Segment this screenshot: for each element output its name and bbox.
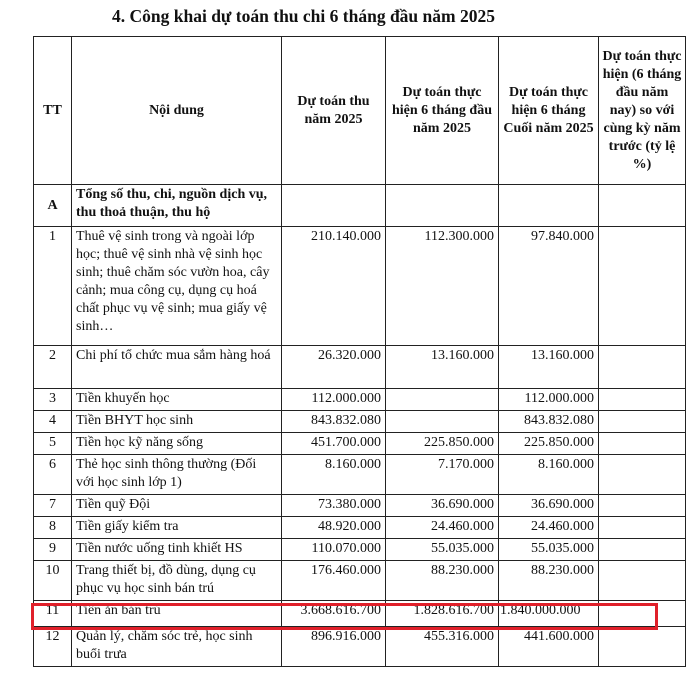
row-annual: 112.000.000 [282,389,386,411]
row-year-end: 843.832.080 [499,411,599,433]
row-first-half: 7.170.000 [386,455,499,495]
row-first-half: 55.035.000 [386,539,499,561]
row-year-end: 88.230.000 [499,561,599,601]
row-annual: 26.320.000 [282,346,386,389]
row-tt: 7 [34,495,72,517]
row-percent [599,601,686,627]
row-year-end: 24.460.000 [499,517,599,539]
table-row [34,411,686,433]
row-content: Quản lý, chăm sóc trẻ, học sinh buổi trưa [72,627,282,667]
row-tt: 2 [34,346,72,389]
page-title: 4. Công khai dự toán thu chi 6 tháng đầu năm 2025 [112,6,495,26]
row-tt: 5 [34,433,72,455]
row-tt: 12 [34,627,72,667]
row-percent [599,433,686,455]
section-row [34,185,686,227]
table-row [34,227,686,346]
row-percent [599,561,686,601]
row-year-end: 225.850.000 [499,433,599,455]
row-year-end: 36.690.000 [499,495,599,517]
row-percent [599,627,686,667]
row-first-half [386,389,499,411]
table-row [34,433,686,455]
row-percent [599,389,686,411]
row-annual: 210.140.000 [282,227,386,346]
row-content: Trang thiết bị, đồ dùng, dụng cụ phục vụ học sinh bán trú [72,561,282,601]
row-first-half [386,411,499,433]
table-header-row [34,37,686,185]
row-year-end: 8.160.000 [499,455,599,495]
row-tt: 1 [34,227,72,346]
row-first-half: 1.828.616.700 [386,601,499,627]
row-tt: 6 [34,455,72,495]
row-year-end: 1.840.000.000 [499,601,599,627]
row-tt: 8 [34,517,72,539]
row-first-half: 13.160.000 [386,346,499,389]
row-content: Thẻ học sinh thông thường (Đối với học sinh lớp 1) [72,455,282,495]
row-annual: 8.160.000 [282,455,386,495]
row-content: Tiền học kỹ năng sống [72,433,282,455]
row-percent [599,411,686,433]
row-content: Chi phí tổ chức mua sắm hàng hoá [72,346,282,389]
row-first-half: 112.300.000 [386,227,499,346]
header-first-half: Dự toán thực hiện 6 tháng đầu năm 2025 [386,37,499,185]
budget-table [33,36,686,667]
row-percent [599,539,686,561]
table-row [34,627,686,667]
row-tt: 3 [34,389,72,411]
row-content: Tiền ăn bán trú [72,601,282,627]
header-tt: TT [34,37,72,185]
table-row [34,495,686,517]
row-percent [599,455,686,495]
section-content: Tổng số thu, chi, nguồn dịch vụ, thu thoả thuận, thu hộ [72,185,282,227]
row-annual: 451.700.000 [282,433,386,455]
row-percent [599,346,686,389]
table-row [34,517,686,539]
section-tt: A [34,185,72,227]
row-content: Tiền khuyến học [72,389,282,411]
row-first-half: 24.460.000 [386,517,499,539]
row-tt: 11 [34,601,72,627]
row-year-end: 97.840.000 [499,227,599,346]
table-row [34,561,686,601]
header-annual-estimate: Dự toán thu năm 2025 [282,37,386,185]
row-annual: 73.380.000 [282,495,386,517]
row-annual: 3.668.616.700 [282,601,386,627]
table-row [34,346,686,389]
row-tt: 4 [34,411,72,433]
row-tt: 10 [34,561,72,601]
table-row-highlighted [34,601,686,627]
row-year-end: 441.600.000 [499,627,599,667]
row-first-half: 225.850.000 [386,433,499,455]
header-content: Nội dung [72,37,282,185]
row-content: Tiền quỹ Đội [72,495,282,517]
row-percent [599,227,686,346]
row-tt: 9 [34,539,72,561]
row-annual: 843.832.080 [282,411,386,433]
table-row [34,389,686,411]
row-percent [599,517,686,539]
row-percent [599,495,686,517]
row-year-end: 55.035.000 [499,539,599,561]
row-content: Tiền nước uống tinh khiết HS [72,539,282,561]
row-content: Thuê vệ sinh trong và ngoài lớp học; thuê vệ sinh nhà vệ sinh học sinh; thuê chăm sóc vườn hoa, cây cảnh; mua công cụ, dụng cụ hoá chất phục vụ vệ sinh; mua giấy vệ sinh… [72,227,282,346]
row-content: Tiền giấy kiểm tra [72,517,282,539]
row-first-half: 88.230.000 [386,561,499,601]
row-annual: 896.916.000 [282,627,386,667]
table-row [34,455,686,495]
row-year-end: 112.000.000 [499,389,599,411]
row-content: Tiền BHYT học sinh [72,411,282,433]
row-annual: 176.460.000 [282,561,386,601]
row-year-end: 13.160.000 [499,346,599,389]
header-percent: Dự toán thực hiện (6 tháng đầu năm nay) so với cùng kỳ năm trước (tỷ lệ %) [599,37,686,185]
table-row [34,539,686,561]
row-annual: 48.920.000 [282,517,386,539]
row-first-half: 455.316.000 [386,627,499,667]
row-first-half: 36.690.000 [386,495,499,517]
header-year-end: Dự toán thực hiện 6 tháng Cuối năm 2025 [499,37,599,185]
row-annual: 110.070.000 [282,539,386,561]
